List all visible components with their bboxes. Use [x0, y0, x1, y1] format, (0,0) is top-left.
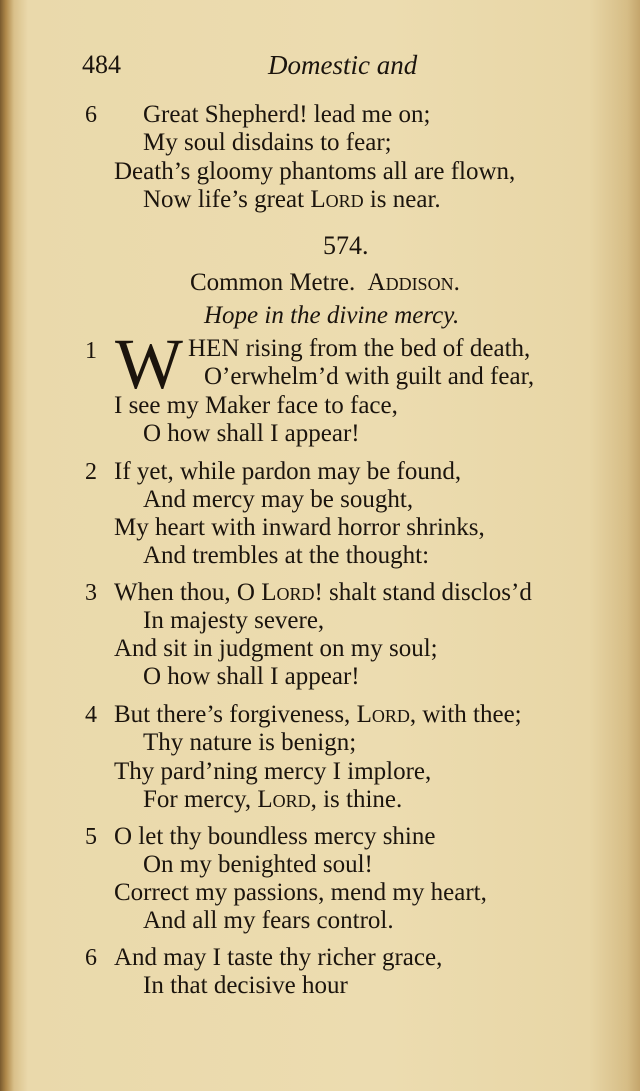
stanza-4-line-4-end: , is thine.: [310, 786, 403, 813]
stanza-5-line-3: Correct my passions, mend my heart,: [114, 879, 487, 906]
prev-line-4: [143, 185, 441, 215]
stanza-1-number: 1: [85, 338, 97, 364]
hymn-meter: Common Metre.: [190, 269, 356, 296]
stanza-4-line-3: Thy pard’ning mercy I implore,: [114, 758, 432, 785]
prev-line-4-end: is near.: [363, 186, 441, 213]
stanza-6-line-2: In that decisive hour: [143, 972, 348, 999]
stanza-4-line-1-start: But there’s forgiveness,: [114, 701, 357, 728]
stanza-3-number: 3: [85, 580, 97, 606]
stanza-3-line-1: [114, 578, 532, 608]
stanza-2-line-1: If yet, while pardon may be found,: [114, 458, 462, 485]
stanza-3-line-1-start: When thou, O: [114, 579, 262, 606]
drop-cap: W: [115, 324, 183, 404]
page-number: 484: [82, 50, 121, 79]
stanza-3-line-2: In majesty severe,: [143, 607, 325, 634]
stanza-2-line-3: My heart with inward horror shrinks,: [114, 514, 485, 541]
stanza-1-line-4: O how shall I appear!: [143, 420, 360, 447]
stanza-5-line-4: And all my fears control.: [143, 907, 394, 934]
stanza-6-number: 6: [85, 945, 97, 971]
prev-stanza-number: 6: [85, 102, 97, 128]
running-title: Domestic and: [268, 50, 418, 80]
stanza-4-line-4-lord: Lord: [257, 786, 311, 813]
stanza-5-number: 5: [85, 824, 97, 850]
stanza-1-line-3: I see my Maker face to face,: [114, 392, 398, 419]
stanza-4-line-1-lord: Lord: [356, 701, 410, 728]
hymn-number: 574.: [323, 231, 369, 260]
stanza-3-line-1-lord: Lord: [261, 579, 315, 606]
stanza-3-line-1-end: ! shalt stand disclos’d: [314, 579, 532, 606]
prev-line-4-start: Now life’s great: [143, 186, 311, 213]
stanza-3-line-3: And sit in judgment on my soul;: [114, 635, 438, 662]
hymn-author: Addison.: [367, 269, 460, 296]
hymn-subtitle: Hope in the divine mercy.: [204, 302, 460, 329]
stanza-6-line-1: And may I taste thy richer grace,: [114, 944, 443, 971]
stanza-4-number: 4: [85, 702, 97, 728]
stanza-2-line-4: And trembles at the thought:: [143, 542, 430, 569]
prev-line-3: Death’s gloomy phantoms all are flown,: [114, 158, 516, 185]
stanza-4-line-4: [143, 785, 402, 815]
stanza-1-line-1: HEN rising from the bed of death,: [188, 335, 531, 362]
hymn-meter-line: [190, 268, 460, 298]
stanza-4-line-1: [114, 700, 522, 730]
stanza-2-line-2: And mercy may be sought,: [143, 486, 414, 513]
stanza-5-line-2: On my benighted soul!: [143, 851, 373, 878]
prev-line-2: My soul disdains to fear;: [143, 129, 392, 156]
stanza-1-line-2: O’erwhelm’d with guilt and fear,: [204, 363, 535, 390]
stanza-4-line-2: Thy nature is benign;: [143, 729, 357, 756]
stanza-3-line-4: O how shall I appear!: [143, 663, 360, 690]
prev-line-1: Great Shepherd! lead me on;: [143, 101, 431, 128]
stanza-2-number: 2: [85, 459, 97, 485]
stanza-4-line-1-end: , with thee;: [409, 701, 522, 728]
stanza-4-line-4-start: For mercy,: [143, 786, 258, 813]
stanza-5-line-1: O let thy boundless mercy shine: [114, 823, 436, 850]
prev-line-4-lord: Lord: [310, 186, 364, 213]
